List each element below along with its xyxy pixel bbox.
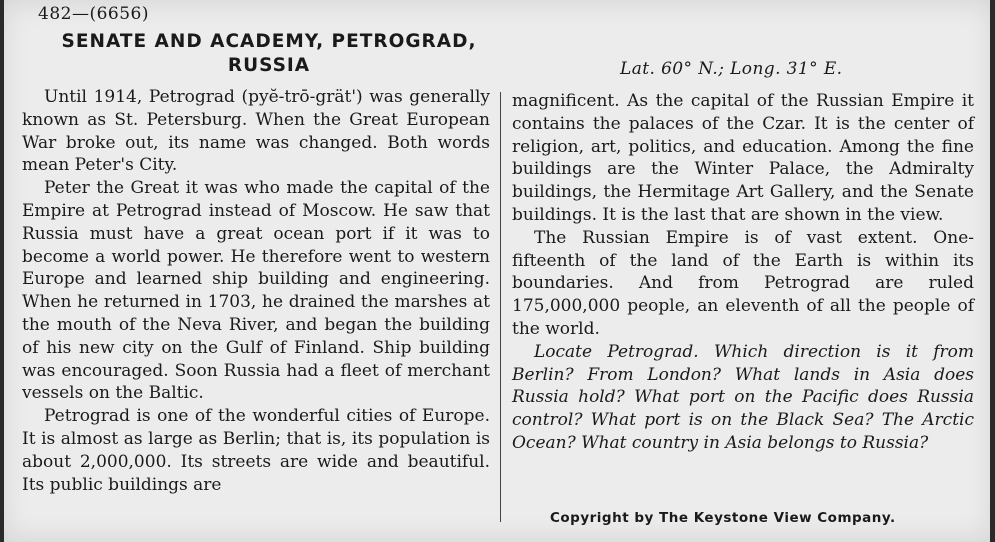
paragraph-capital: magnificent. As the capital of the Russian Empire it contains the palaces of the Czar. It is the center of religion, art, politics, and education. Among the fine buildings are the Winter Palace, the Admiralty buildings, the Hermitage Art Gallery, and the Senate buildings. It is the last that are shown in the view.: [512, 91, 974, 225]
copyright-line: Copyright by The Keystone View Company.: [550, 510, 896, 526]
left-column: [22, 86, 490, 496]
paragraph-peter-the-great: Peter the Great it was who made the capital of the Empire at Petrograd instead of Moscow. He saw that Russia must have a great ocean port if it was to become a world power. He therefore went to western Europe and learned ship building and engineering. When he returned in 1703, he drained the marshes at the mouth of the Neva River, and began the building of his new city on the Gulf of Finland. Ship building was encouraged. Soon Russia had a fleet of merchant vessels on the Baltic.: [22, 178, 490, 404]
card-number: 482—(6656): [38, 4, 149, 24]
paragraph-empire-extent: The Russian Empire is of vast extent. One-fifteenth of the land of the Earth is within its boundaries. And from Petrograd are ruled 175,000,000 people, an eleventh of all the people of the world.: [512, 227, 974, 339]
card-title-line-2: RUSSIA: [227, 55, 311, 76]
card-left-edge: [0, 0, 4, 542]
paragraph-history: Until 1914, Petrograd (pyĕ-trō-grät') was generally known as St. Petersburg. When the Great European War broke out, its name was changed. Both words mean Peter's City.: [22, 87, 490, 176]
card-title-line-1: SENATE AND ACADEMY, PETROGRAD,: [61, 31, 477, 52]
card-title: [34, 30, 504, 78]
paragraph-wonderful-cities: Petrograd is one of the wonderful cities of Europe. It is almost as large as Berlin; that is, its population is about 2,000,000. Its streets are wide and beautiful. Its public buildings are: [22, 406, 490, 495]
card-right-edge: [990, 0, 995, 542]
right-column: [512, 90, 974, 455]
coordinates: Lat. 60° N.; Long. 31° E.: [620, 59, 843, 79]
paragraph-questions: Locate Petrograd. Which direction is it from Berlin? From London? What lands in Asia does Russia hold? What port on the Pacific does Russia control? What port is on the Black Sea? The Arctic Ocean? What country in Asia belongs to Russia?: [512, 341, 974, 453]
column-divider: [500, 92, 501, 522]
